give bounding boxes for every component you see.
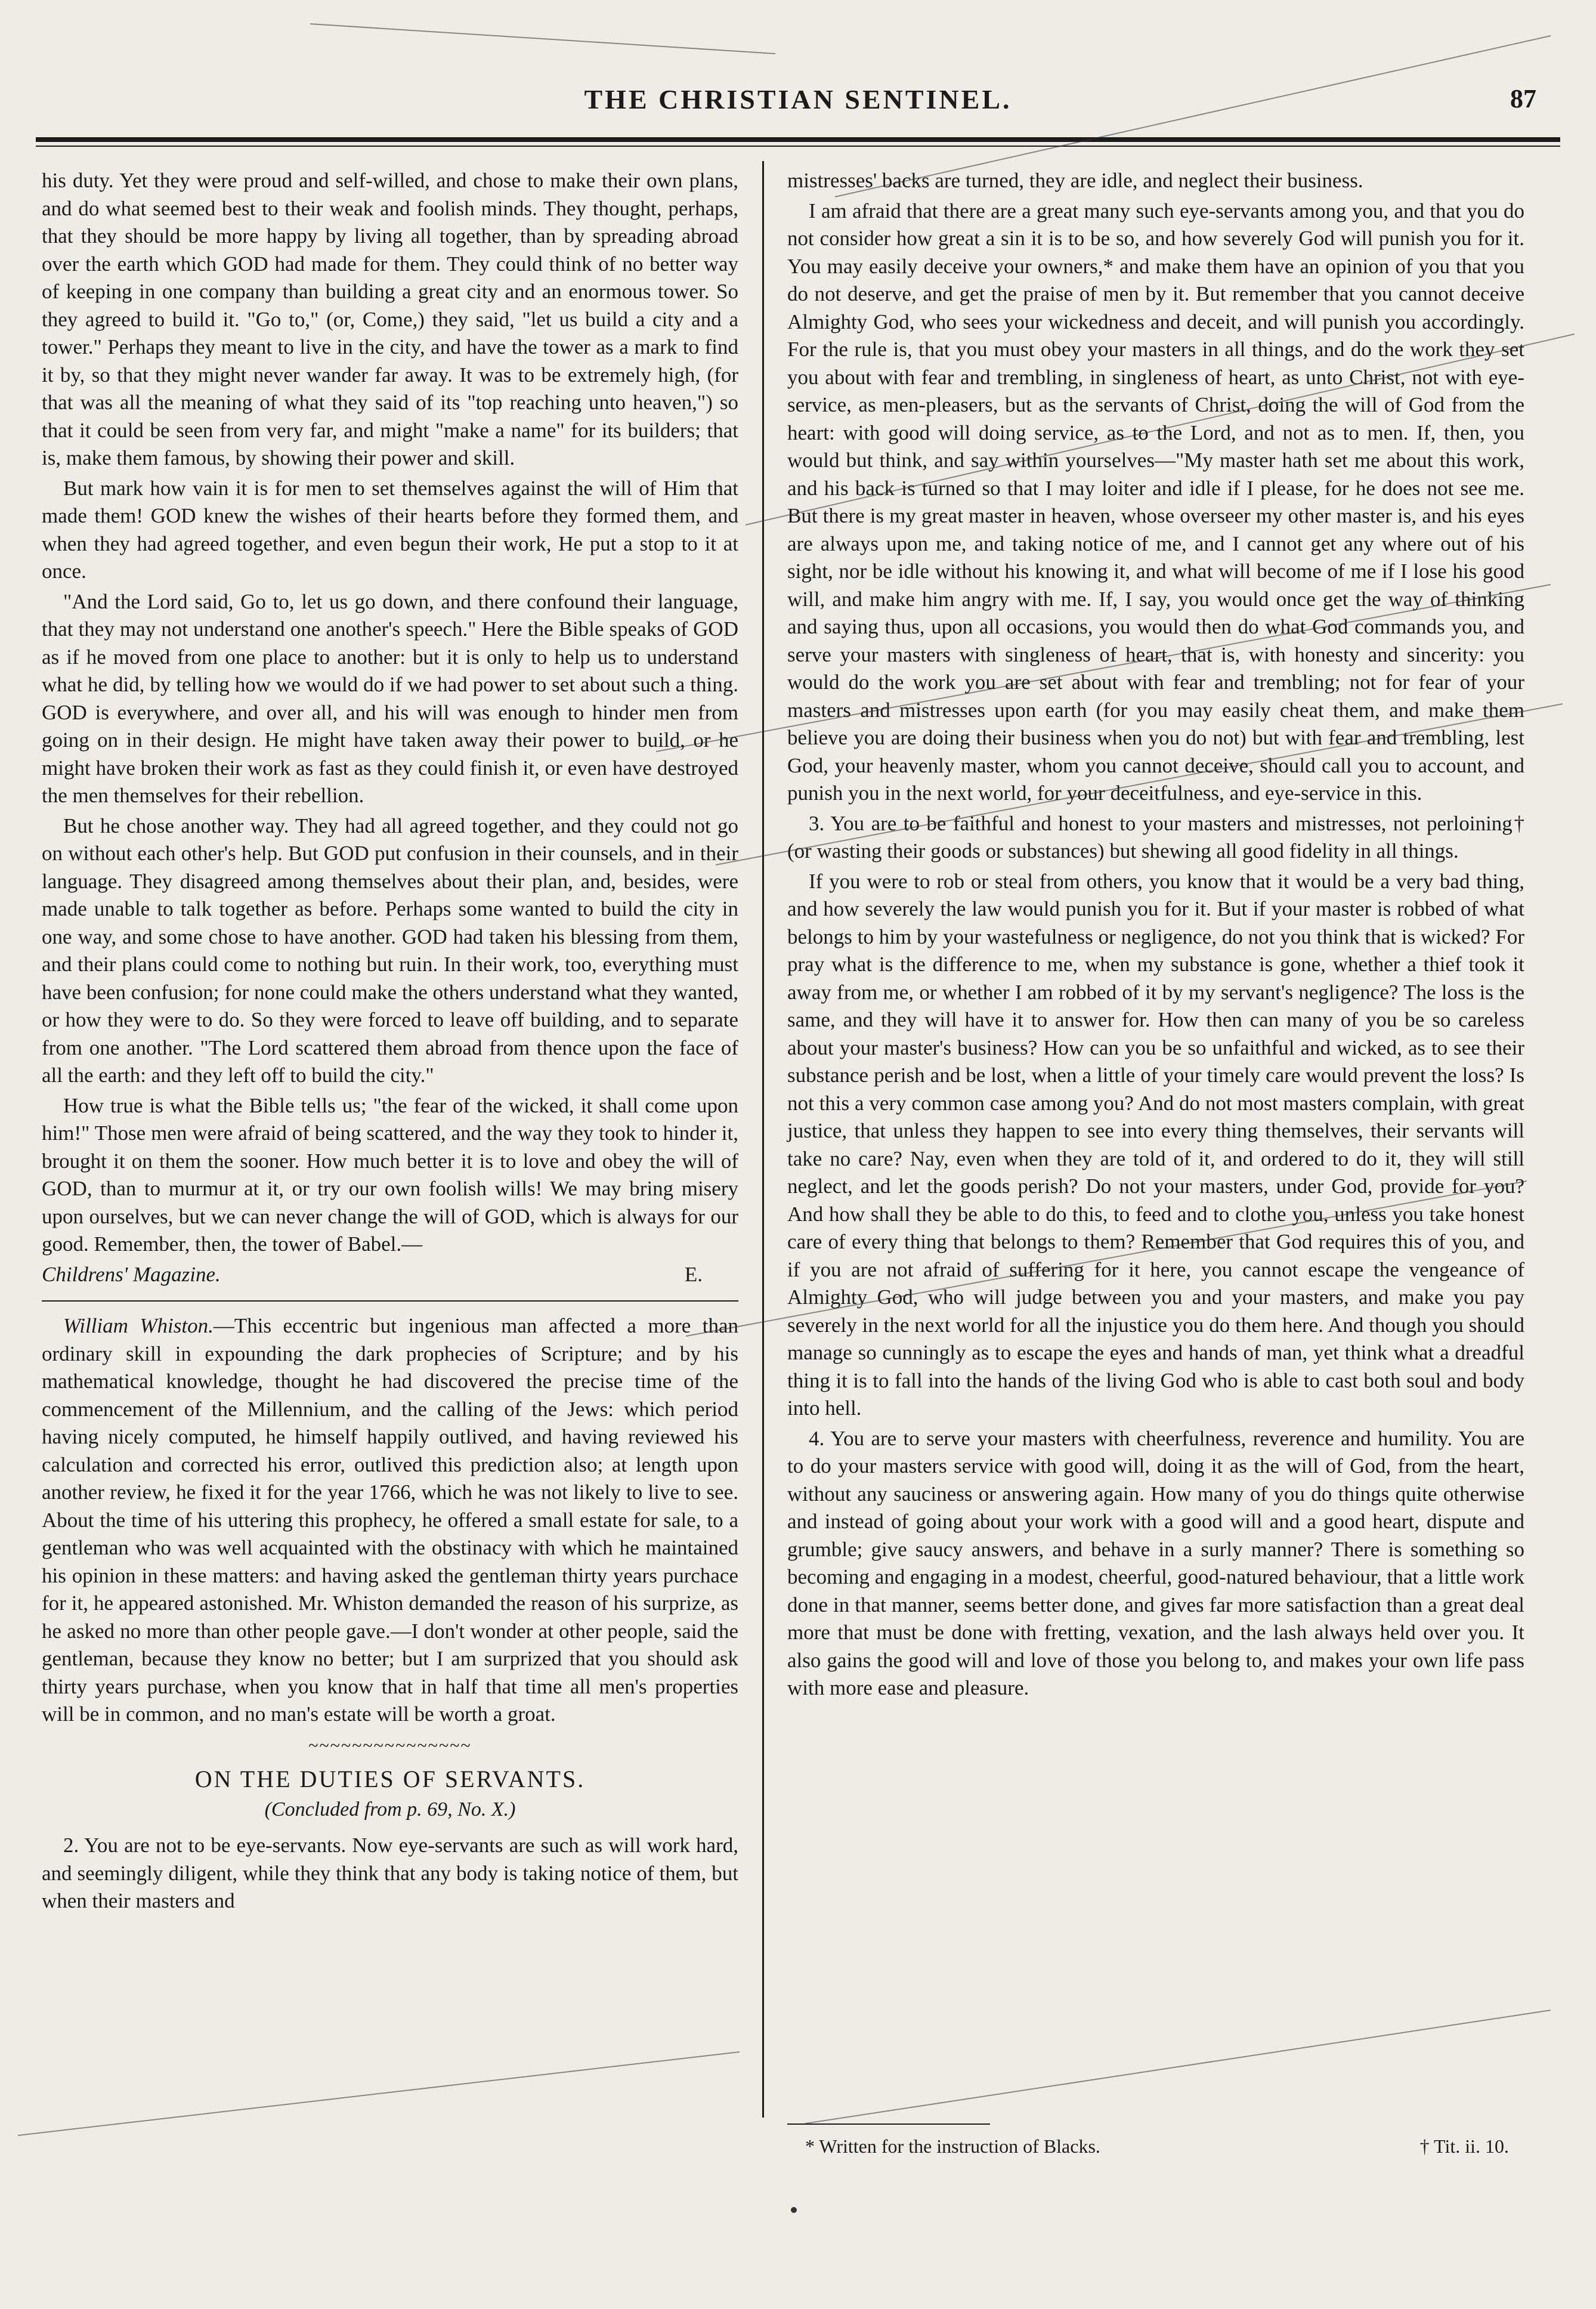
page-header: [36, 78, 1560, 131]
header-rule: [36, 137, 1560, 147]
whiston-lead: William Whiston.: [63, 1314, 214, 1337]
footnote-rule: [787, 2123, 990, 2125]
article-separator: [42, 1300, 738, 1302]
left-paragraph-4: But he chose another way. They had all agreed together, and they could not go on without each other's help. But GOD put confusion in their counsels, and in their language. They disagreed among themselves about their plan, and, besides, were made unable to talk together as before. Perhaps some wanted to build the city in one way, and some chose to have another. GOD had taken his blessing from them, and their plans could come to nothing but ruin. In their work, too, everything must have been confusion; for none could make the others understand what they wanted, or how they were to do. So they were forced to leave off building, and to separate from one another. "The Lord scattered them abroad from thence upon the face of all the earth: and they left off to build the city.": [42, 814, 738, 1087]
left-paragraph-2: But mark how vain it is for men to set themselves against the will of Him that made them! GOD knew the wishes of their hearts before they formed them, and when they had agreed together, and even begun their work, He put a stop to it at once.: [42, 476, 738, 583]
right-paragraph-3: 3. You are to be faithful and honest to your masters and mistresses, not perloining† (or wasting their goods or substances) but shewing all good fidelity in all things.: [787, 811, 1524, 863]
ink-blot: [791, 2207, 797, 2213]
right-paragraph-5: 4. You are to serve your masters with cheerfulness, reverence and humility. You are to do your masters service with good will, doing it as the will of God, from the heart, without any sauciness or answering again. How many of you do things quite otherwise and instead of going about your work with a good will and a good heart, dispute and grumble; give saucy answers, and behave in a surly manner? There is something so becoming and engaging in a modest, cheerful, good-natured behaviour, that a little work done in that manner, seems better done, and gives far more satisfaction than a great deal more that must be done with fretting, vexation, and the lash always held over you. It also gains the good will and love of those you belong to, and makes your own life pass with more ease and pleasure.: [787, 1426, 1524, 1699]
footnote-star: * Written for the instruction of Blacks.: [805, 2135, 1100, 2157]
left-paragraph-1: his duty. Yet they were proud and self-willed, and chose to make their own plans, and do what seemed best to their weak and foolish minds. They thought, perhaps, that they should be more happy by living all together, than by spreading abroad over the earth which GOD had made for them. They could think of no better way of keeping in one company than building a great city and an enormous tower. So they agreed to build it. "Go to," (or, Come,) they said, "let us build a city and a tower." Perhaps they meant to live in the city, and have the tower as a mark to find it by, so that they might never wander far away. It was to be extremely high, (for that was all the meaning of what they said of its "top reaching unto heaven,") so that it could be seen from very far, and might "make a name" for its builders; that is, make them famous, by showing their power and skill.: [42, 169, 738, 469]
article-signoff: [42, 1261, 738, 1289]
whiston-text: —This eccentric but ingenious man affected a more than ordinary skill in expounding the dark prophecies of Scripture; and by his mathematical knowledge, thought he had discovered the precise time of the commencement of the Millennium, and the calling of the Jews: which period having nicely computed, he himself happily outlived, and having reviewed his calculation and corrected his error, outlived this prediction also; at length upon another review, he fixed it for the year 1766, which he was not likely to live to see. About the time of his uttering this prophecy, he offered a small estate for sale, to a gentleman who was well acquainted with the obstinacy with which he maintained his opinion in these matters: and having asked the gentleman thirty years purchace for it, he appeared astonished. Mr. Whiston demanded the reason of his surprize, as he asked no more than other people gave.—I don't wonder at other people, said the gentleman, because they know no better; but I am surprized that you should ask thirty years purchase, when you know that in half that time all men's properties will be in common, and no man's estate will be worth a groat.: [42, 1314, 739, 1726]
wavy-rule: ~~~~~~~~~~~~~~~: [308, 1735, 472, 1755]
section-subtitle: (Concluded from p. 69, No. X.): [264, 1798, 516, 1820]
footnote-dagger: † Tit. ii. 10.: [1419, 2135, 1509, 2157]
right-paragraph-2: I am afraid that there are a great many such eye-servants among you, and that you do not consider how great a sin it is to be so, and how severely God will punish you for it. You may easily deceive your owners,* and make them have an opinion of you that you do not deserve, and get the praise of men by it. But remember that you cannot deceive Almighty God, who sees your wickedness and deceit, and will punish you accordingly. For the rule is, that you must obey your masters in all things, and do the work they set you about with fear and trembling, in singleness of heart, as unto Christ, not with eye-service, as men-pleasers, but as the servants of Christ, doing the will of God from the heart: with good will doing service, as to the Lord, and not as to men. If, then, you would but think, and say within yourselves—"My master hath set me about this work, and his back is turned so that I may loiter and idle if I please, for he does not see me. But there is my great master in heaven, whose overseer my other master is, and his eyes are always upon me, and taking notice of me, and I cannot get any where out of his sight, nor be idle without his knowing it, and what will become of me if I lose his good will, and make him angry with me. If, I say, you would once get the way of thinking and saying thus, upon all occasions, you would then do what God commands you, and serve your masters with singleness of heart, that is, with honesty and sincerity: you would do the work you are set about with fear and trembling; not for fear of your masters and mistresses upon earth (for you may easily cheat them, and make them believe you are doing their business when you do not) but with fear and trembling, lest God, your heavenly master, whom you cannot deceive, should call you to account, and punish you in the next world, for your deceitfulness, and eye-service in this.: [787, 199, 1524, 805]
left-paragraph-5: How true is what the Bible tells us; "the fear of the wicked, it shall come upon him!" Those men were afraid of being scattered, and the way they took to hinder it, brought it on them the sooner. How much better it is to love and obey the will of GOD, than to murmur at it, or try our own foolish wills! We may bring misery upon ourselves, but we can never change the will of GOD, which is always for our good. Remember, then, the tower of Babel.—: [42, 1093, 738, 1256]
right-column: [787, 167, 1524, 1705]
signoff-initial: E.: [684, 1262, 703, 1286]
page-number: 87: [1510, 84, 1536, 113]
column-divider: [762, 161, 764, 2118]
signoff-source: Childrens' Magazine.: [42, 1262, 221, 1286]
section-title: ON THE DUTIES OF SERVANTS.: [194, 1766, 586, 1792]
right-paragraph-4: If you were to rob or steal from others, you know that it would be a very bad thing, and how severely the law would punish you for it. But if your master is robbed of what belongs to him by your wastefulness or negligence, do not you think that is wicked? For pray what is the difference to me, when my substance is gone, whether a thief took it away from me, or whether I am robbed of it by my servant's negligence? The loss is the same, and they will have it to answer for. How then can many of you be so careless about your master's business? How can you be so unfaithful and wicked, as to see their substance perish and be lost, when a little of your timely care would prevent the loss? Is not this a very common case among you? And do not most masters complain, with great justice, that unless they happen to see into every thing themselves, their servants will take no care? Nay, even when they are told of it, and ordered to do it, they will still neglect, and let the goods perish? Do not your masters, under God, provide for you? And how shall they be able to do this, to feed and to clothe you, unless you take honest care of every thing that belongs to them? Remember that God requires this of you, and if you are not afraid of suffering for it here, you cannot escape the vengeance of Almighty God, who will judge between you and your masters, and make you pay severely in the next world for all the injustice you do them here. And though you should manage so cunningly as to escape the eyes and hands of man, yet think what a dreadful thing it is to fall into the hands of the living God who is able to cast both soul and body into hell.: [787, 869, 1524, 1420]
footnotes: [805, 2135, 1509, 2157]
running-title: THE CHRISTIAN SENTINEL.: [584, 84, 1012, 115]
left-column: [42, 167, 738, 1918]
whiston-paragraph: [42, 1312, 738, 1729]
right-paragraph-1: mistresses' backs are turned, they are idle, and neglect their business.: [787, 169, 1363, 192]
point-2-paragraph: 2. You are not to be eye-servants. Now eye-servants are such as will work hard, and seemingly diligent, while they think that any body is taking notice of them, but when their masters and: [42, 1834, 738, 1912]
left-paragraph-3: "And the Lord said, Go to, let us go down, and there confound their language, that they may not understand one another's speech." Here the Bible speaks of GOD as if he moved from one place to another: but it is only to help us to understand what he did, by telling how we would do if we had power to set about such a thing. GOD is everywhere, and over all, and his will was enough to hinder men from going on in their design. He might have taken away their power to build, or he might have broken their work as fast as they could finish it, or even have destroyed the men themselves for their rebellion.: [42, 589, 738, 807]
